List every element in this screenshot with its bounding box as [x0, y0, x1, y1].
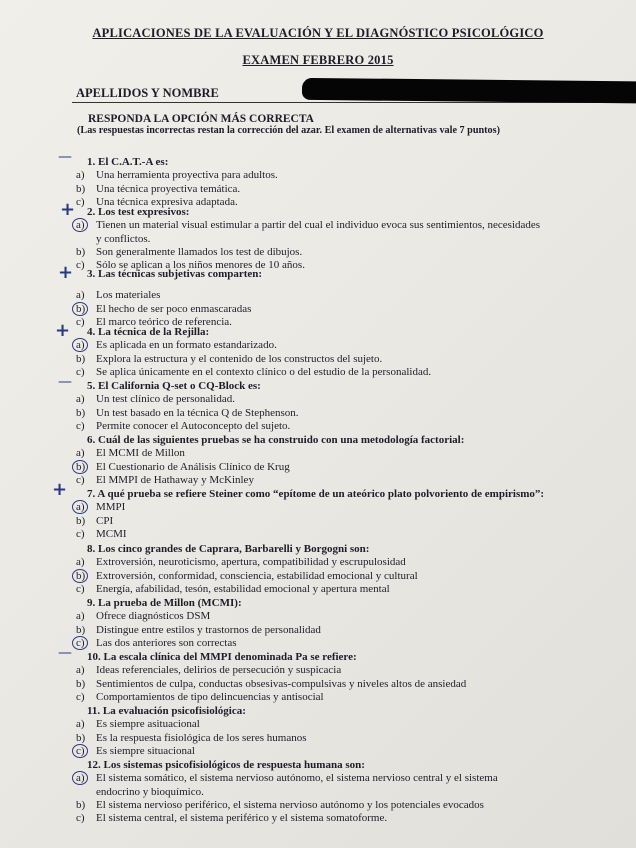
plus-mark-icon: + — [52, 479, 68, 500]
option-text: Permite conocer el Autoconcepto del sujeto. — [96, 419, 291, 432]
option-text: endocrino y bioquímico. — [96, 785, 204, 798]
option-continuation — [96, 786, 204, 798]
option-text: Tienen un material visual estimular a partir del cual el individuo evoca sus sentimientos, necesidades — [96, 219, 541, 232]
option-letter: a) — [76, 718, 85, 731]
answer-circle — [72, 636, 88, 650]
option-8-a — [76, 556, 406, 568]
option-letter: c) — [76, 636, 85, 649]
option-text: Un test basado en la técnica Q de Stephenson. — [96, 406, 299, 419]
option-letter: c) — [76, 473, 85, 486]
instruction: RESPONDA LA OPCIÓN MÁS CORRECTA — [88, 113, 314, 125]
option-letter: c) — [76, 812, 85, 825]
question-10: 10. La escala clínica del MMPI denominada Pa se refiere: — [87, 651, 357, 663]
option-7-c — [76, 528, 127, 540]
option-letter: b) — [76, 731, 86, 744]
option-letter: b) — [76, 352, 86, 365]
option-text: El MMPI de Hathaway y McKinley — [96, 473, 254, 486]
dash-mark-icon: — — [58, 149, 72, 165]
option-text: Un test clínico de personalidad. — [96, 393, 235, 406]
question-3: 3. Las técnicas subjetivas comparten: — [87, 268, 263, 280]
exam-date: EXAMEN FEBRERO 2015 — [242, 53, 394, 67]
exam-title: APLICACIONES DE LA EVALUACIÓN Y EL DIAGNÓSTICO PSICOLÓGICO — [92, 26, 544, 40]
option-text: Se aplica únicamente en el contexto clínico o del estudio de la personalidad. — [96, 365, 432, 378]
option-4-c — [76, 366, 431, 378]
option-4-b — [76, 353, 382, 365]
option-11-a — [76, 718, 200, 730]
question-2: 2. Los test expresivos: — [87, 206, 190, 218]
option-6-a — [76, 447, 185, 459]
option-12-c — [76, 812, 387, 824]
option-5-c — [76, 420, 290, 432]
option-1-b — [76, 183, 240, 195]
option-text: Energía, afabilidad, tesón, estabilidad emocional y apertura mental — [96, 582, 390, 595]
option-text: Comportamientos de tipo delincuencias y antisocial — [96, 690, 324, 703]
option-text: Una técnica proyectiva temática. — [96, 182, 241, 195]
option-9-a — [76, 610, 210, 622]
option-text: Es siempre situacional — [96, 744, 195, 757]
option-text: El MCMI de Millon — [96, 447, 185, 460]
option-letter: b) — [76, 623, 86, 636]
question-5: 5. El California Q-set o CQ-Block es: — [87, 380, 261, 392]
option-letter: c) — [76, 365, 85, 378]
option-letter: a) — [76, 556, 85, 569]
option-letter: a) — [76, 664, 85, 677]
plus-mark-icon: + — [55, 320, 71, 341]
option-text: Son generalmente llamados los test de dibujos. — [96, 245, 303, 258]
question-7: 7. A qué prueba se refiere Steiner como “epítome de un ateórico plato polvoriento de empirismo”: — [87, 488, 545, 500]
option-text: Los materiales — [96, 289, 161, 302]
option-letter: c) — [76, 744, 85, 757]
answer-circle — [72, 460, 88, 474]
option-12-a — [76, 772, 498, 784]
option-text: Extroversión, neuroticismo, apertura, compatibilidad y escrupulosidad — [96, 556, 406, 569]
option-1-a — [76, 169, 278, 181]
question-4: 4. La técnica de la Rejilla: — [87, 326, 210, 338]
option-letter: a) — [76, 447, 85, 460]
name-label: APELLIDOS Y NOMBRE — [76, 86, 219, 100]
option-text: Distingue entre estilos y trastornos de personalidad — [96, 623, 321, 636]
option-text: El sistema nervioso periférico, el sistema nervioso autónomo y los potenciales evocados — [96, 798, 484, 811]
option-letter: a) — [76, 501, 85, 514]
question-6: 6. Cuál de las siguientes pruebas se ha construido con una metodología factorial: — [87, 434, 465, 446]
option-letter: c) — [76, 527, 85, 540]
option-5-a — [76, 393, 235, 405]
option-letter: c) — [76, 690, 85, 703]
option-text: El sistema somático, el sistema nervioso autónomo, el sistema nervioso central y el sistema — [96, 772, 498, 785]
option-letter: a) — [76, 393, 85, 406]
option-7-a — [76, 501, 125, 513]
option-letter: b) — [76, 406, 86, 419]
option-text: Una herramienta proyectiva para adultos. — [96, 169, 278, 182]
option-letter: c) — [76, 259, 85, 272]
option-letter: c) — [76, 419, 85, 432]
answer-circle — [72, 744, 88, 758]
option-6-c — [76, 474, 254, 486]
option-text: Es la respuesta fisiológica de los seres humanos — [96, 731, 307, 744]
option-3-a — [76, 289, 160, 301]
option-continuation — [96, 233, 150, 245]
dash-mark-icon: — — [58, 645, 72, 661]
option-text: Explora la estructura y el contenido de los constructos del sujeto. — [96, 352, 383, 365]
option-8-b — [76, 570, 418, 582]
option-8-c — [76, 583, 390, 595]
redaction-mark — [302, 78, 636, 104]
option-text: MMPI — [96, 501, 126, 514]
option-letter: a) — [76, 610, 85, 623]
option-text: Extroversión, conformidad, consciencia, estabilidad emocional y cultural — [96, 569, 418, 582]
question-12: 12. Los sistemas psicofisiológicos de respuesta humana son: — [87, 759, 365, 771]
option-text: El Cuestionario de Análisis Clínico de Krug — [96, 460, 290, 473]
option-letter: b) — [76, 514, 86, 527]
answer-circle — [72, 302, 88, 316]
option-11-c — [76, 745, 195, 757]
question-8: 8. Los cinco grandes de Caprara, Barbarelli y Borgogni son: — [87, 543, 370, 555]
name-field — [72, 86, 632, 103]
option-letter: b) — [76, 182, 86, 195]
option-7-b — [76, 515, 113, 527]
answer-circle — [72, 569, 88, 583]
option-12-b — [76, 799, 484, 811]
option-10-b — [76, 678, 466, 690]
option-11-b — [76, 732, 306, 744]
option-2-a — [76, 219, 540, 231]
option-text: Es siempre asituacional — [96, 718, 200, 731]
option-text: Sólo se aplican a los niños menores de 10 años. — [96, 259, 305, 272]
option-text: Es aplicada en un formato estandarizado. — [96, 339, 277, 352]
question-11: 11. La evaluación psicofisiológica: — [87, 705, 246, 717]
option-text: Ideas referenciales, delirios de persecución y suspicacia — [96, 664, 342, 677]
option-letter: b) — [76, 245, 86, 258]
option-10-c — [76, 691, 324, 703]
dash-mark-icon: — — [58, 374, 72, 390]
option-10-a — [76, 664, 341, 676]
option-3-b — [76, 303, 251, 315]
option-letter: a) — [76, 169, 85, 182]
option-5-b — [76, 407, 299, 419]
option-letter: a) — [76, 772, 85, 785]
option-9-b — [76, 624, 321, 636]
option-letter: b) — [76, 677, 86, 690]
option-letter: a) — [76, 219, 85, 232]
plus-mark-icon: + — [58, 262, 74, 283]
option-letter: a) — [76, 289, 85, 302]
option-letter: b) — [76, 460, 86, 473]
question-1: 1. El C.A.T.-A es: — [87, 156, 169, 168]
option-6-b — [76, 461, 290, 473]
option-text: Ofrece diagnósticos DSM — [96, 610, 211, 623]
option-letter: c) — [76, 315, 85, 328]
option-letter: b) — [76, 798, 86, 811]
scoring-note: (Las respuestas incorrectas restan la corrección del azar. El examen de alternativas vale 7 puntos) — [77, 125, 501, 136]
option-letter: a) — [76, 339, 85, 352]
option-letter: c) — [76, 582, 85, 595]
option-2-b — [76, 246, 302, 258]
option-letter: c) — [76, 195, 85, 208]
option-text: MCMI — [96, 527, 127, 540]
option-text: El sistema central, el sistema periférico y el sistema somatoforme. — [96, 812, 388, 825]
option-text: El marco teórico de referencia. — [96, 315, 232, 328]
option-9-c — [76, 637, 237, 649]
option-text: Sentimientos de culpa, conductas obsesivas-compulsivas y niveles altos de ansiedad — [96, 677, 467, 690]
option-text: Una técnica expresiva adaptada. — [96, 195, 238, 208]
question-9: 9. La prueba de Millon (MCMI): — [87, 597, 242, 609]
option-text: CPI — [96, 514, 114, 527]
plus-mark-icon: + — [60, 199, 76, 220]
option-letter: b) — [76, 302, 86, 315]
option-text: Las dos anteriores son correctas — [96, 636, 237, 649]
option-text: El hecho de ser poco enmascaradas — [96, 302, 252, 315]
option-text: y conflictos. — [96, 232, 151, 245]
option-4-a — [76, 339, 277, 351]
option-letter: b) — [76, 569, 86, 582]
